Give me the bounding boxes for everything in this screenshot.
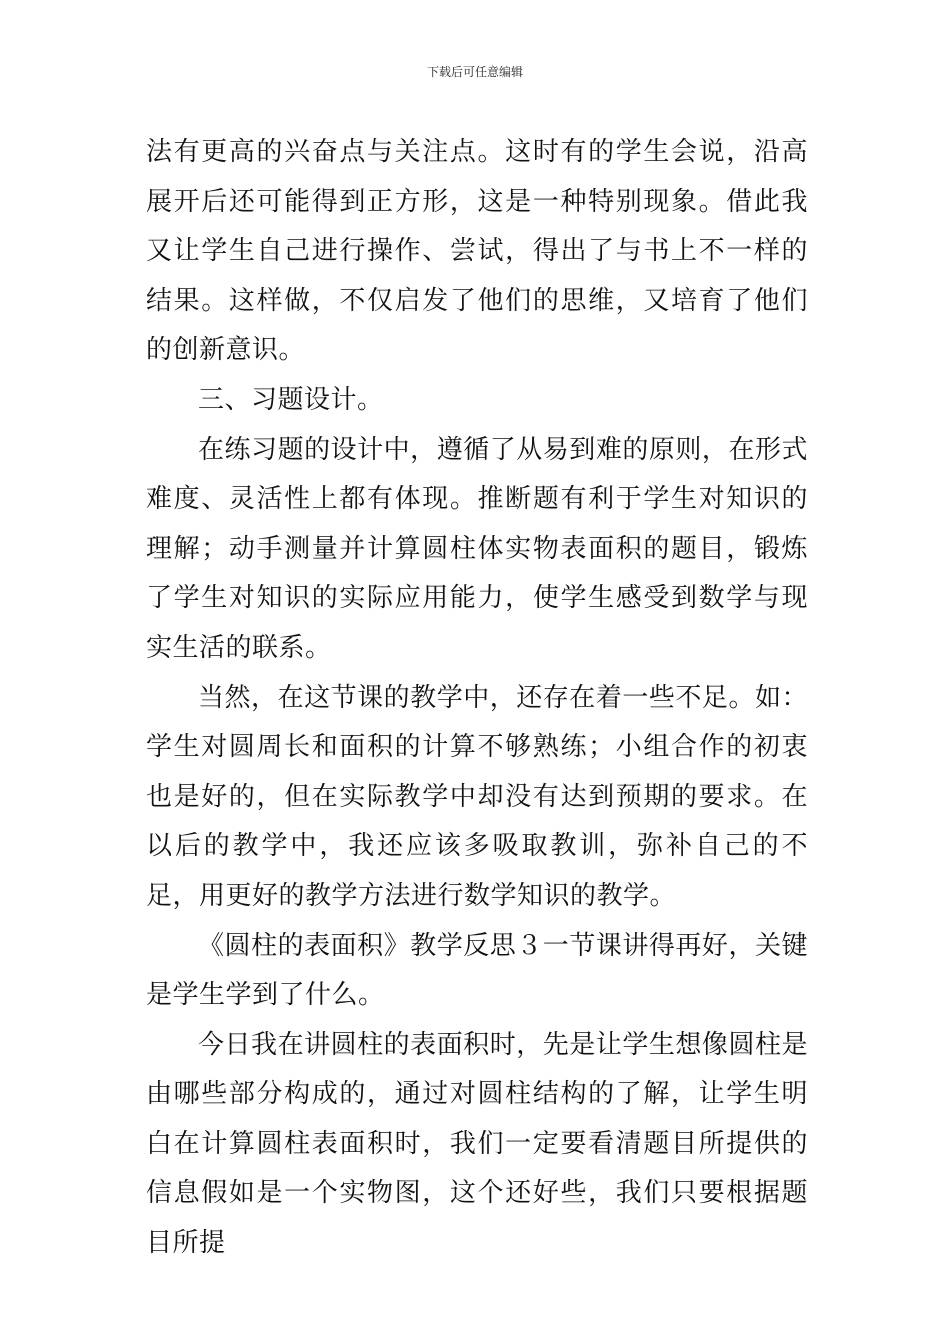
- paragraph-continuation: 法有更高的兴奋点与关注点。这时有的学生会说，沿高展开后还可能得到正方形，这是一种特别现象。借此我又让学生自己进行操作、尝试，得出了与书上不一样的结果。这样做，不仅启发了他们的思维，又培育了他们的创新意识。: [146, 137, 808, 366]
- paragraph-exercise-design: 在练习题的设计中，遵循了从易到难的原则，在形式难度、灵活性上都有体现。推断题有利于学生对知识的理解；动手测量并计算圆柱体实物表面积的题目，锻炼了学生对知识的实际应用能力，使学生感受到数学与现实生活的联系。: [146, 434, 808, 663]
- paragraph-reflection-3-intro: 《圆柱的表面积》教学反思３一节课讲得再好，关键是学生学到了什么。: [146, 930, 808, 1011]
- page-header-note: 下载后可任意编辑: [426, 65, 523, 79]
- document-body: [146, 128, 808, 1269]
- section-heading-exercise-design: 三、习题设计。: [198, 384, 384, 415]
- paragraph-shortcomings: 当然，在这节课的教学中，还存在着一些不足。如：学生对圆周长和面积的计算不够熟练；小组合作的初衷也是好的，但在实际教学中却没有达到预期的要求。在以后的教学中，我还应该多吸取教训，弥补自己的不足，用更好的教学方法进行数学知识的教学。: [146, 682, 808, 911]
- paragraph-today-lesson: 今日我在讲圆柱的表面积时，先是让学生想像圆柱是由哪些部分构成的，通过对圆柱结构的了解，让学生明白在计算圆柱表面积时，我们一定要看清题目所提供的信息假如是一个实物图，这个还好些，我们只要根据题目所提: [146, 1029, 808, 1259]
